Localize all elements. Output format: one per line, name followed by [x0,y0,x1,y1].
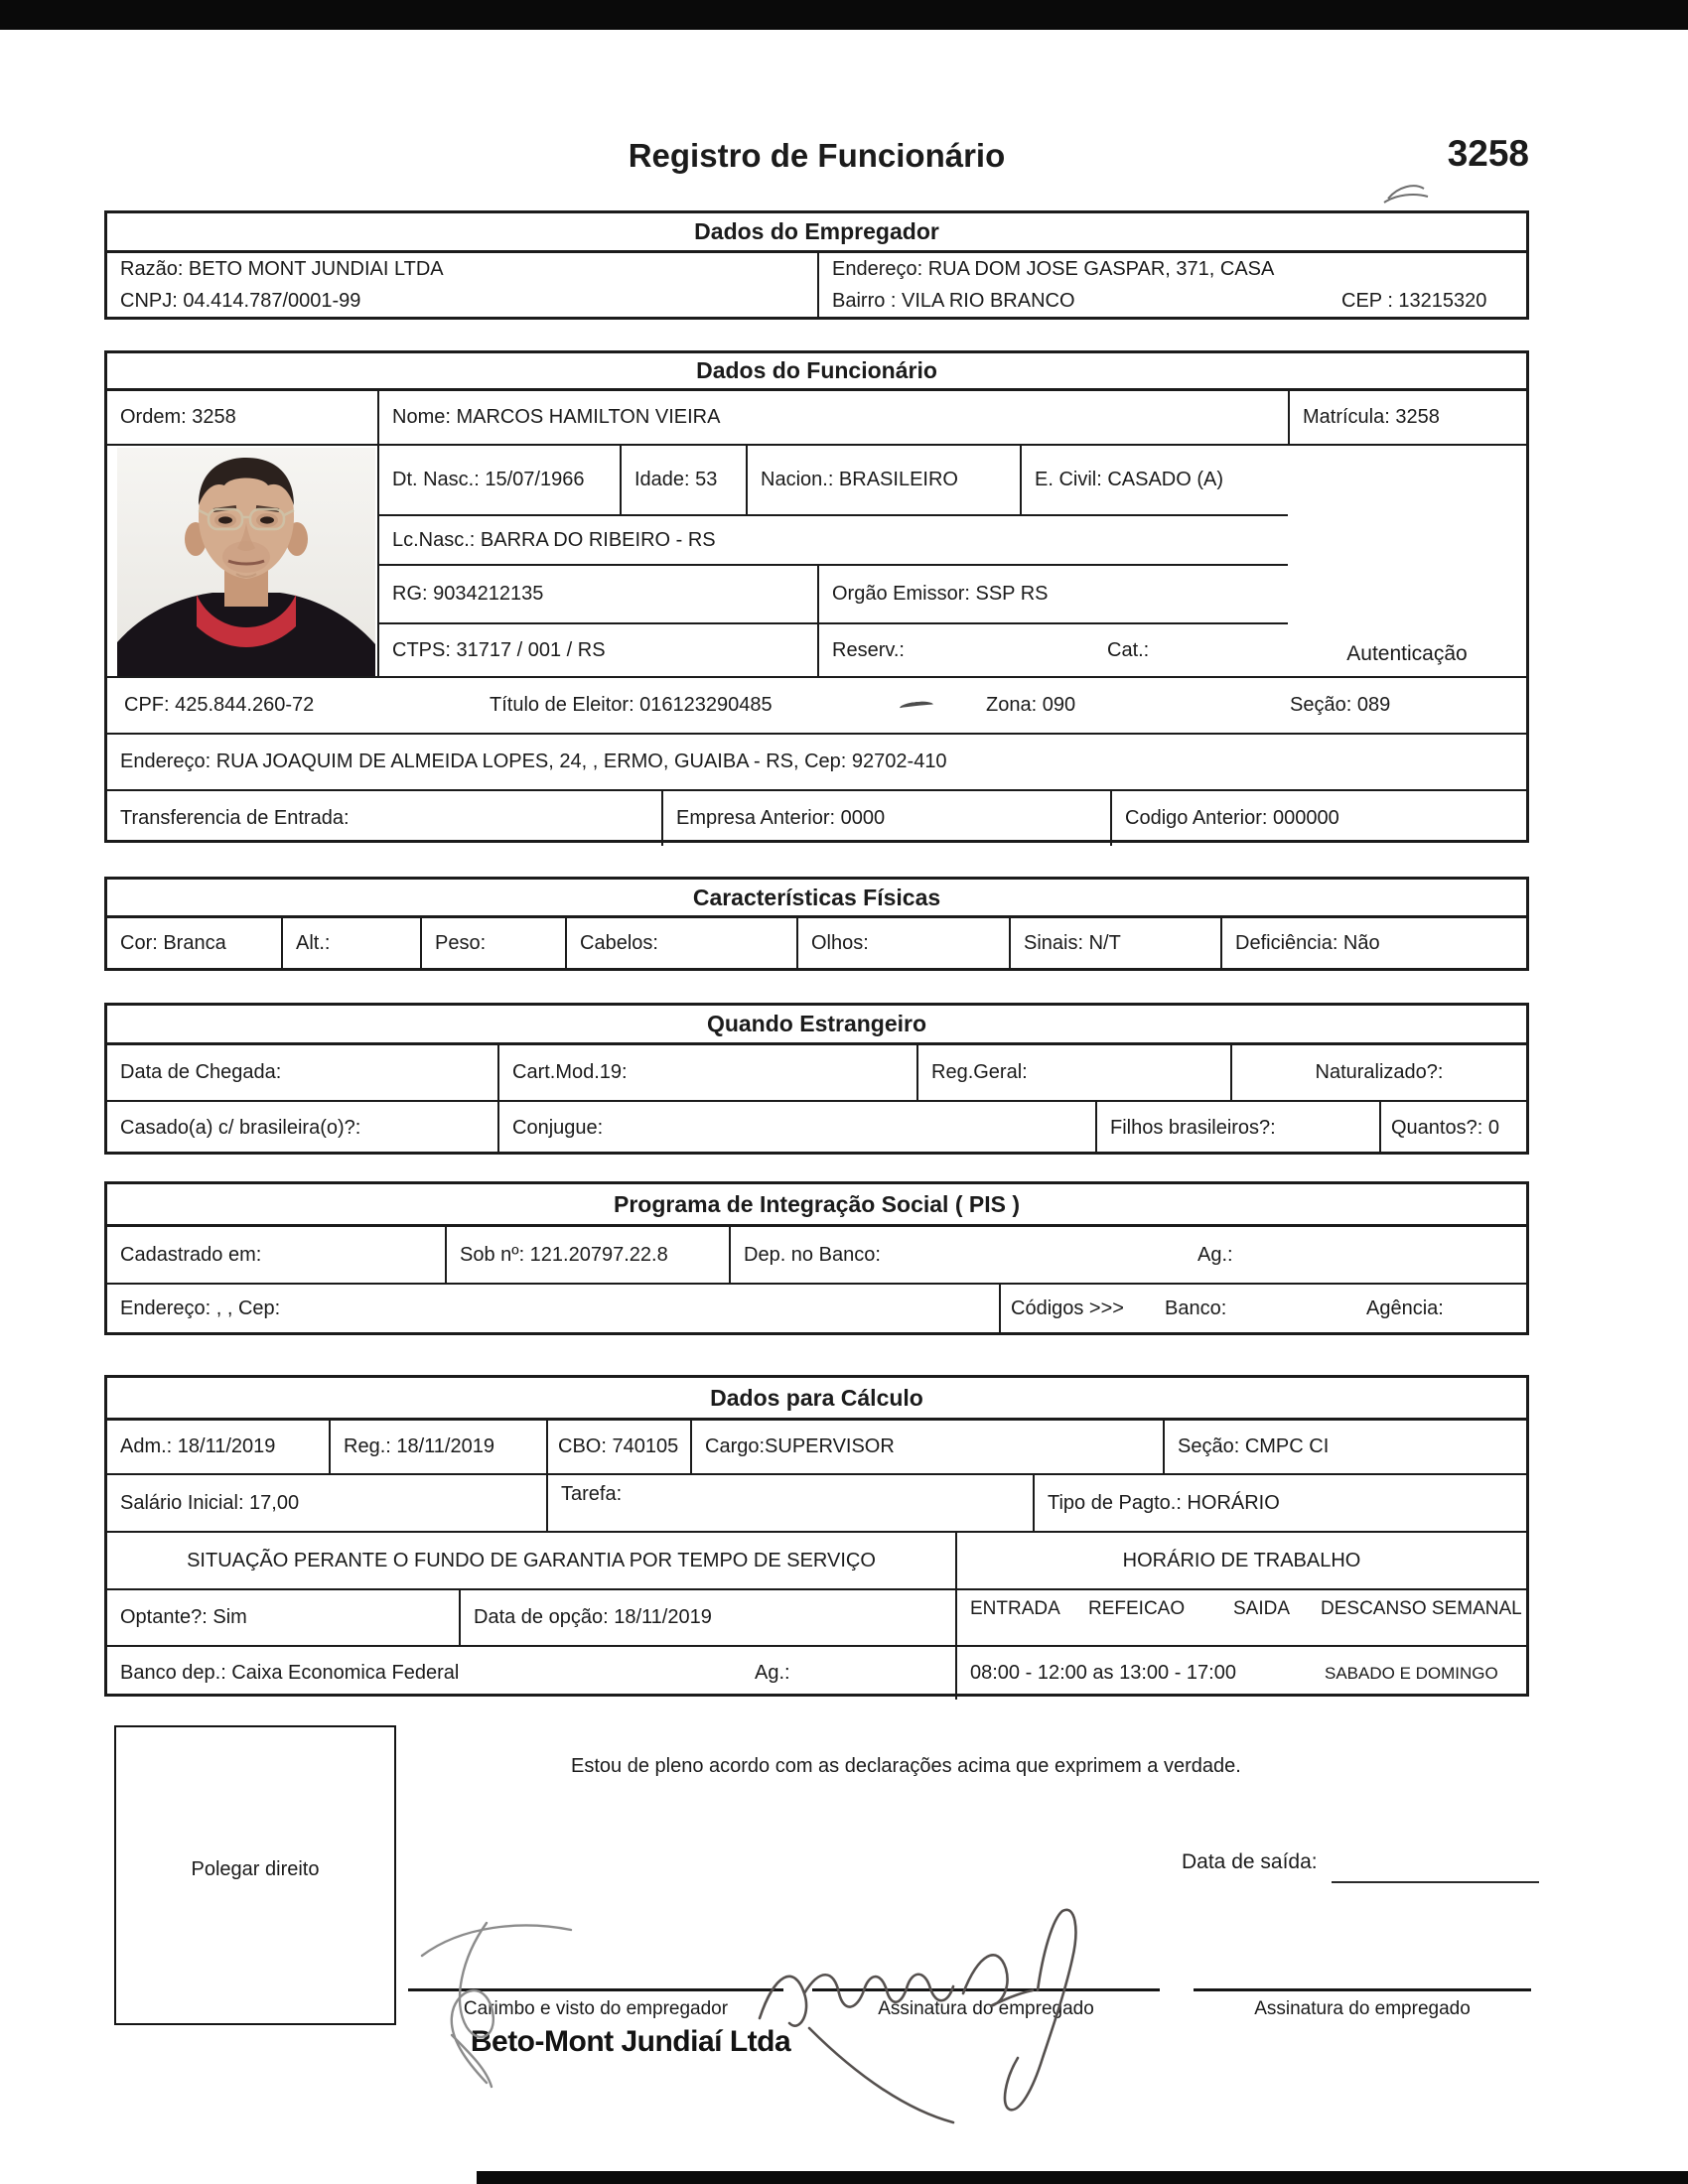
document-number: 3258 [1447,133,1529,174]
field-cpf: CPF: 425.844.260-72 [124,694,315,716]
field-reg-geral: Reg.Geral: [916,1045,1230,1100]
col-descanso: DESCANSO SEMANAL [1321,1598,1522,1619]
photo-cell [107,446,377,676]
horario-column-headers [955,1590,1526,1645]
page-title: Registro de Funcionário [628,137,1006,174]
field-nome: Nome: MARCOS HAMILTON VIEIRA [377,391,1288,444]
field-registro: Reg.: 18/11/2019 [329,1421,546,1473]
field-tipo-pagto: Tipo de Pagto.: HORÁRIO [1033,1475,1526,1531]
col-entrada: ENTRADA [970,1598,1060,1619]
table-pis [104,1181,1529,1335]
field-deficiencia: Deficiência: Não [1220,918,1526,968]
field-rg: RG: 9034212135 [392,583,544,605]
table-quando-estrangeiro [104,1003,1529,1155]
col-refeicao: REFEICAO [1088,1598,1186,1619]
field-estado-civil: E. Civil: CASADO (A) [1020,446,1288,514]
field-descanso-semanal: SABADO E DOMINGO [1325,1663,1498,1683]
scan-artifact-top-bar [0,0,1688,30]
field-dep-banco: Dep. no Banco: Ag.: [729,1227,1526,1283]
field-titulo-eleitor: Título de Eleitor: 016123290485 [490,694,773,716]
field-tarefa: Tarefa: [546,1475,1033,1531]
field-naturalizado: Naturalizado?: [1230,1045,1526,1100]
field-admissao: Adm.: 18/11/2019 [120,1435,276,1457]
field-fgts-header: SITUAÇÃO PERANTE O FUNDO DE GARANTIA POR TEMPO DE SERVIÇO [187,1549,876,1571]
handwritten-dash-icon [900,700,934,713]
field-pis-agencia: Ag.: [1197,1243,1233,1266]
employee-signature [750,1894,1216,2127]
field-endereco-empregador: Endereço: RUA DOM JOSE GASPAR, 371, CASA [832,257,1275,280]
field-codigo-anterior: Codigo Anterior: 000000 [1110,791,1526,846]
field-cart-mod19: Cart.Mod.19: [497,1045,916,1100]
handwritten-mark-icon [1380,179,1436,206]
field-pis-endereco: Endereço: , , Cep: [120,1297,281,1319]
field-secao-eleitoral: Seção: 089 [1290,694,1391,716]
field-transferencia: Transferencia de Entrada: [120,807,350,829]
carimbo-label: Carimbo e visto do empregador [463,1998,729,2019]
field-pis-codigos: Códigos >>> Banco: Agência: [999,1285,1526,1332]
table-dados-calculo [104,1375,1529,1697]
field-endereco-funcionario: Endereço: RUA JOAQUIM DE ALMEIDA LOPES, 24, , ERMO, GUAIBA - RS, Cep: 92702-410 [120,751,947,772]
field-autenticacao: Autenticação [1346,642,1468,665]
signature-line-employee-2 [1194,1988,1531,1991]
employee-photo [117,448,375,676]
field-ordem: Ordem: 3258 [120,406,236,428]
field-horas-trabalho: 08:00 - 12:00 as 13:00 - 17:00 [970,1662,1236,1684]
scan-artifact-bottom-bar [477,2171,1688,2184]
field-cbo: CBO: 740105 [546,1421,690,1473]
field-cadastrado-em: Cadastrado em: [120,1243,262,1266]
field-salario-inicial: Salário Inicial: 17,00 [120,1491,300,1514]
field-sob-numero: Sob nº: 121.20797.22.8 [445,1227,729,1283]
field-cabelos: Cabelos: [565,918,796,968]
assinatura-empregado-label-2: Assinatura do empregado [1254,1998,1471,2019]
field-cnpj: CNPJ: 04.414.787/0001-99 [120,289,361,312]
field-idade: Idade: 53 [620,446,746,514]
field-orgao-emissor: Orgão Emissor: SSP RS [817,566,1288,622]
field-horario-trabalho-header: HORÁRIO DE TRABALHO [955,1533,1526,1588]
field-sinais: Sinais: N/T [1009,918,1220,968]
field-matricula: Matrícula: 3258 [1288,391,1526,444]
field-cargo: Cargo:SUPERVISOR [690,1421,1163,1473]
empregador-right-cell [817,253,1526,317]
empregador-left-cell [107,253,817,317]
polegar-label: Polegar direito [191,1858,320,1880]
field-categoria: Cat.: [1107,638,1150,661]
field-pis-agencia-2: Agência: [1366,1297,1444,1319]
field-cep: CEP : 13215320 [1341,289,1487,312]
field-nacionalidade: Nacion.: BRASILEIRO [746,446,1020,514]
company-stamp-text: Beto-Mont Jundiaí Ltda [470,2025,791,2058]
field-data-opcao: Data de opção: 18/11/2019 [459,1590,955,1645]
data-saida-label: Data de saída: [1182,1850,1318,1873]
section-header-caracteristicas: Características Físicas [107,880,1526,918]
table-dados-empregador [104,210,1529,320]
field-data-chegada: Data de Chegada: [120,1061,282,1083]
field-conjugue: Conjugue: [497,1102,1095,1154]
section-header-pis: Programa de Integração Social ( PIS ) [107,1184,1526,1227]
field-bairro: Bairro : VILA RIO BRANCO [832,289,1075,312]
section-header-empregador: Dados do Empregador [107,213,1526,253]
field-filhos-brasileiros: Filhos brasileiros?: [1095,1102,1379,1154]
polegar-box [114,1725,396,2025]
field-empresa-anterior: Empresa Anterior: 0000 [661,791,1110,846]
table-caracteristicas-fisicas [104,877,1529,971]
field-quantos-filhos: Quantos?: 0 [1379,1102,1526,1154]
field-reserv-cat [817,624,1288,676]
field-zona: Zona: 090 [986,694,1076,716]
section-header-funcionario: Dados do Funcionário [107,353,1526,391]
employer-signature [392,1908,621,2092]
field-reservista: Reserv.: [832,638,905,661]
field-cor: Cor: Branca [120,931,226,954]
col-saida: SAIDA [1233,1598,1291,1619]
funcionario-middle-column [377,446,1288,676]
field-local-nascimento: Lc.Nasc.: BARRA DO RIBEIRO - RS [379,514,1288,564]
field-horario-valores [955,1647,1526,1700]
field-olhos: Olhos: [796,918,1009,968]
field-altura: Alt.: [281,918,420,968]
field-banco-deposito: Banco dep.: Caixa Economica Federal Ag.: [120,1662,790,1684]
field-secao-trabalho: Seção: CMPC CI [1163,1421,1526,1473]
data-saida-line [1332,1881,1539,1883]
field-optante: Optante?: Sim [120,1606,247,1628]
field-ctps: CTPS: 31717 / 001 / RS [392,638,606,661]
declaracao-text: Estou de pleno acordo com as declarações acima que exprimem a verdade. [571,1755,1241,1777]
field-peso: Peso: [420,918,565,968]
assinatura-empregado-label-1: Assinatura do empregado [878,1998,1094,2019]
table-dados-funcionario [104,350,1529,843]
section-header-calculo: Dados para Cálculo [107,1378,1526,1421]
field-dt-nasc: Dt. Nasc.: 15/07/1966 [392,469,585,490]
field-casado-brasileira: Casado(a) c/ brasileira(o)?: [120,1116,361,1139]
field-banco-agencia: Ag.: [755,1662,790,1684]
field-pis-banco: Banco: [1165,1297,1227,1319]
section-header-estrangeiro: Quando Estrangeiro [107,1006,1526,1045]
field-razao-social: Razão: BETO MONT JUNDIAI LTDA [120,257,444,280]
